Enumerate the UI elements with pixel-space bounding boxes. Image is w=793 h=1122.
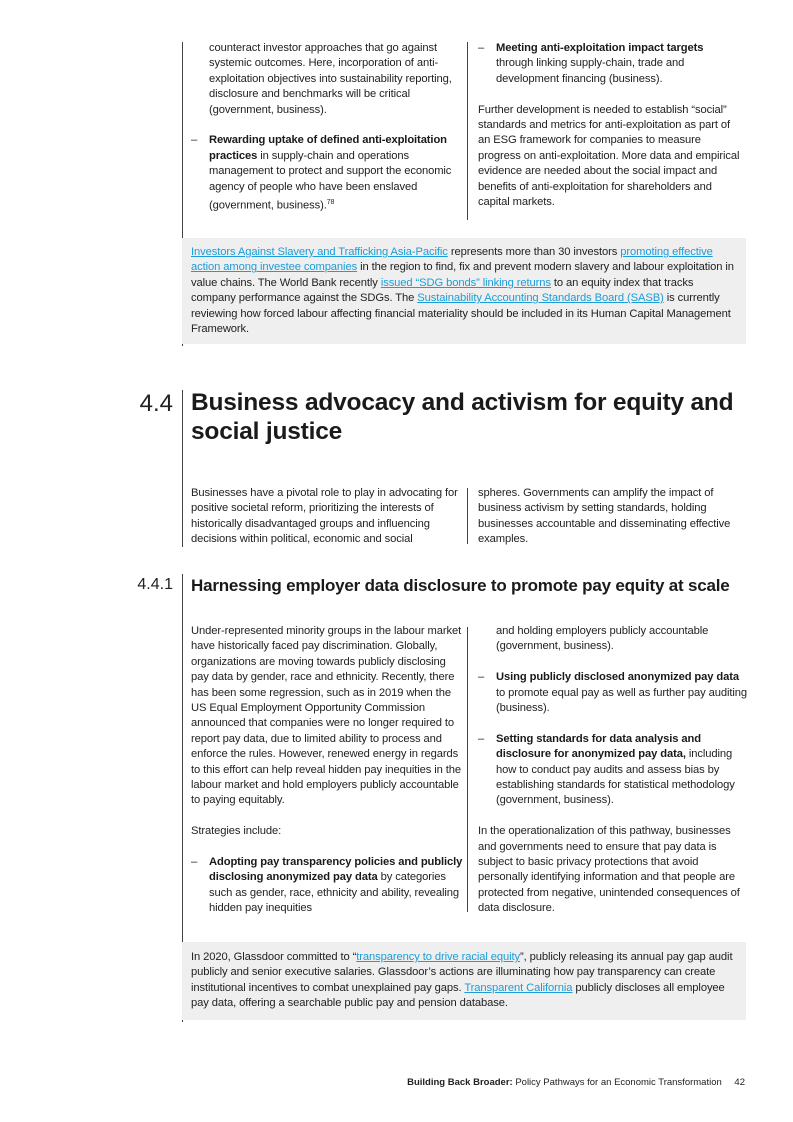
subsection-left-para2: Strategies include: bbox=[191, 825, 282, 838]
top-right-column bbox=[478, 41, 743, 210]
top-right-bullet: – Meeting anti-exploitation impact targets through linking supply-chain, trade and development financing (business). bbox=[478, 42, 704, 85]
column-divider-top bbox=[467, 42, 468, 220]
footer-title-bold: Building Back Broader: bbox=[407, 1077, 513, 1088]
subsection-title: Harnessing employer data disclosure to promote pay equity at scale bbox=[191, 576, 730, 595]
column-divider-subsection bbox=[467, 627, 468, 912]
section-title: Business advocacy and activism for equity and social justice bbox=[191, 389, 734, 445]
section-right-column bbox=[478, 486, 746, 548]
top-left-bullet: – Rewarding uptake of defined anti-exploitation practices in supply-chain and operations management to protect and support the economic agency of people who have been enslaved (government, business).$^{78}$ bbox=[191, 134, 452, 212]
footnote-ref[interactable]: 78 bbox=[326, 199, 335, 207]
bullet-bold: Meeting anti-exploitation impact targets bbox=[496, 42, 704, 54]
subsection-left-column bbox=[191, 624, 463, 917]
subsection-right-bullet-2: – Setting standards for data analysis and disclosure for anonymized pay data, including how to conduct pay audits and assess bias by establishing standards for statistical methodology (government, business). bbox=[478, 732, 735, 807]
bullet-bold: Using publicly disclosed anonymized pay data bbox=[496, 671, 740, 684]
subsection-left-para1: Under-represented minority groups in the labour market have historically faced pay discrimination. Globally, organizations are moving towards publicly disclosing pay data by gender, race and ethnicity. Recently, there has been some regression, such as in 2019 when the US Equal Employment Opportunity Commission announced that companies were no longer required to report pay data, due to limited ability to process and enforce the rules. However, renewed energy in regards to this effort can help reveal hidden pay inequities in the labour market and hold employers publicly accountable to paying equitably. bbox=[191, 625, 462, 807]
subsection-left-bullet: – Adopting pay transparency policies and publicly disclosing anonymized pay data by categories such as gender, race, ethnicity and ability, revealing hidden pay inequities bbox=[191, 856, 463, 915]
top-left-intro: counteract investor approaches that go against systemic outcomes. Here, incorporation of anti-exploitation objectives into sustainability reporting, disclosure and benchmarks will be critical (government, business). bbox=[209, 42, 452, 116]
top-left-column bbox=[191, 41, 459, 214]
bullet-bold: Setting standards for data analysis and disclosure for anonymized pay data, bbox=[496, 732, 701, 761]
callout-box-investors: Investors Against Slavery and Trafficking Asia-Pacific represents more than 30 investors promoting effective action among investee companies in the region to find, fix and prevent modern slavery and labour exploitation in value chains. The World Bank recently issued “SDG bonds” linking returns to an equity index that tracks company performance against the SDGs. The Sustainability Accounting Standards Board (SASB) is currently reviewing how forced labour affecting financial materiality should be included in its Human Capital Management Framework. bbox=[182, 238, 746, 344]
footer-title-rest: Policy Pathways for an Economic Transformation bbox=[512, 1077, 722, 1088]
subsection-number: 4.4.1 bbox=[137, 576, 173, 593]
link-promoting-effective-action[interactable]: promoting effective action among investee companies bbox=[191, 246, 713, 274]
section-left-text: Businesses have a pivotal role to play in advocating for positive societal reform, prioritizing the interests of historically disadvantaged groups and influencing decisions within political, economic and social bbox=[191, 487, 458, 546]
page-footer bbox=[407, 1077, 745, 1088]
top-right-para: Further development is needed to establish “social” standards and metrics for anti-exploitation as part of an ESG framework for companies to measure progress on anti-exploitation. More data and empirical evidence are needed about the social impact and benefits of anti-exploitation for shareholders and capital markets. bbox=[478, 103, 740, 209]
callout-box-glassdoor: In 2020, Glassdoor committed to “transparency to drive racial equity”, publicly releasing its annual pay gap audit publicly and senior executive salaries. Glassdoor’s actions are illuminating how pay transparency can create institutional incentives to combat unexplained pay gaps. Transparent California publicly discloses all employee pay data, offering a searchable public pay and pension database. bbox=[182, 942, 746, 1020]
link-transparent-california[interactable]: Transparent California bbox=[464, 981, 573, 994]
subsection-right-column bbox=[478, 624, 748, 917]
link-sdg-bonds[interactable]: issued “SDG bonds” linking returns bbox=[380, 276, 551, 289]
subsection-right-cont: and holding employers publicly accountable (government, business). bbox=[496, 625, 709, 653]
section-number: 4.4 bbox=[139, 390, 173, 417]
link-sasb[interactable]: Sustainability Accounting Standards Board (SASB) bbox=[417, 292, 664, 305]
page-number: 42 bbox=[734, 1077, 745, 1088]
column-divider-section bbox=[467, 488, 468, 544]
subsection-right-bullet-1: – Using publicly disclosed anonymized pay data to promote equal pay as well as further pay auditing (business). bbox=[478, 671, 748, 715]
bullet-bold: Adopting pay transparency policies and publicly disclosing anonymized pay data bbox=[209, 856, 463, 884]
link-investors-against-slavery[interactable]: Investors Against Slavery and Trafficking Asia-Pacific bbox=[191, 246, 448, 258]
section-rule bbox=[182, 390, 183, 547]
section-left-column bbox=[191, 486, 459, 548]
section-right-text: spheres. Governments can amplify the impact of business activism by setting standards, holding businesses accountable and disseminating effective examples. bbox=[478, 487, 731, 546]
link-transparency-racial-equity[interactable]: transparency to drive racial equity bbox=[356, 951, 520, 963]
bullet-bold: Rewarding uptake of defined anti-exploitation practices bbox=[209, 134, 447, 162]
subsection-right-para: In the operationalization of this pathway, businesses and governments need to ensure that pay data is subject to basic privacy protections that avoid personally identifying information and that people are protected from negative, unintended consequences of data disclosure. bbox=[478, 825, 740, 915]
